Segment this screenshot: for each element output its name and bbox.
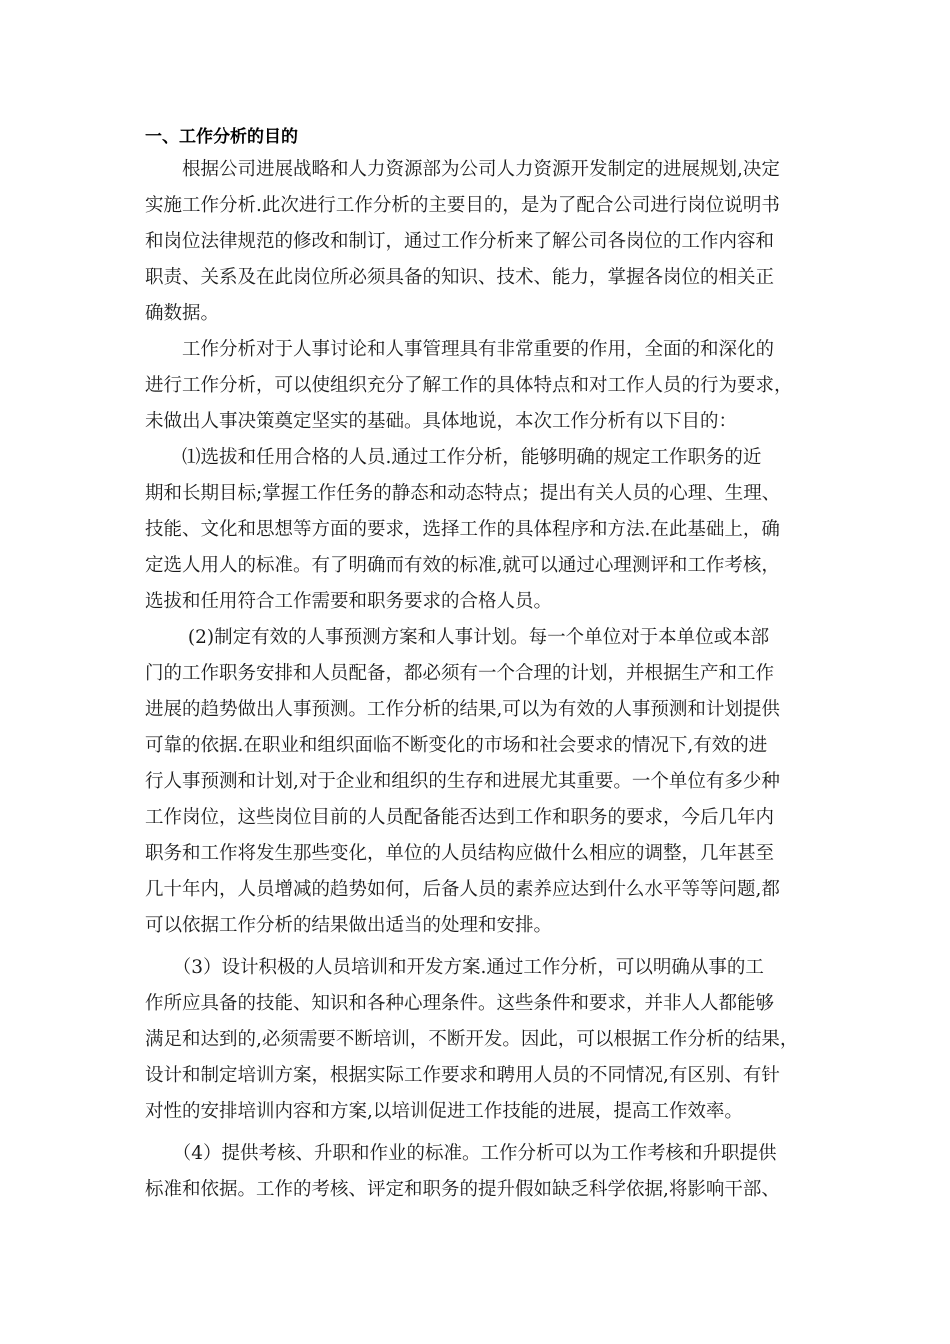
paragraph-line: 作所应具备的技能、知识和各种心理条件。这些条件和要求，并非人人都能够 (145, 993, 775, 1014)
paragraph-line: 门的工作职务安排和人员配备，都必须有一个合理的计划，并根据生产和工作 (145, 663, 775, 684)
paragraph-line: 职务和工作将发生那些变化，单位的人员结构应做什么相应的调整，几年甚至 (145, 843, 775, 864)
paragraph-line: 工作分析对于人事讨论和人事管理具有非常重要的作用，全面的和深化的 (145, 339, 775, 360)
paragraph-line: 几十年内，人员增减的趋势如何，后备人员的素养应达到什么水平等等问题,都 (145, 879, 780, 900)
paragraph-line: 职责、关系及在此岗位所必须具备的知识、技术、能力，掌握各岗位的相关正 (145, 267, 775, 288)
paragraph-line: (2)制定有效的人事预测方案和人事计划。每一个单位对于本单位或本部 (145, 627, 770, 648)
paragraph-line: 可靠的依据.在职业和组织面临不断变化的市场和社会要求的情况下,有效的进 (145, 735, 768, 756)
paragraph-line: 进展的趋势做出人事预测。工作分析的结果,可以为有效的人事预测和计划提供 (145, 699, 780, 720)
paragraph-line: （3）设计积极的人员培训和开发方案.通过工作分析，可以明确从事的工 (145, 957, 764, 978)
paragraph-line: 定选人用人的标准。有了明确而有效的标准,就可以通过心理测评和工作考核， (145, 555, 780, 576)
paragraph-line: 工作岗位，这些岗位目前的人员配备能否达到工作和职务的要求，今后几年内 (145, 807, 775, 828)
paragraph-line: 期和长期目标;掌握工作任务的静态和动态特点；提出有关人员的心理、生理、 (145, 483, 781, 504)
paragraph-line: 确数据。 (145, 303, 220, 324)
paragraph-line: （4）提供考核、升职和作业的标准。工作分析可以为工作考核和升职提供 (145, 1143, 777, 1164)
paragraph-line: 可以依据工作分析的结果做出适当的处理和安排。 (145, 915, 553, 936)
paragraph-line: ⑴选拔和任用合格的人员.通过工作分析，能够明确的规定工作职务的近 (145, 447, 762, 468)
paragraph-line: 未做出人事决策奠定坚实的基础。具体地说，本次工作分析有以下目的： (145, 411, 738, 432)
paragraph-line: 和岗位法律规范的修改和制订，通过工作分析来了解公司各岗位的工作内容和 (145, 231, 775, 252)
paragraph-line: 技能、文化和思想等方面的要求，选择工作的具体程序和方法.在此基础上，确 (145, 519, 780, 540)
paragraph-line: 行人事预测和计划,对于企业和组织的生存和进展尤其重要。一个单位有多少种 (145, 771, 780, 792)
paragraph-line: 选拔和任用符合工作需要和职务要求的合格人员。 (145, 591, 553, 612)
paragraph-line: 设计和制定培训方案，根据实际工作要求和聘用人员的不同情况,有区别、有针 (145, 1065, 780, 1086)
paragraph-line: 标准和依据。工作的考核、评定和职务的提升假如缺乏科学依据,将影响干部、 (145, 1179, 780, 1200)
paragraph-line: 实施工作分析.此次进行工作分析的主要目的，是为了配合公司进行岗位说明书 (145, 195, 780, 216)
section-heading: 一、工作分析的目的 (145, 127, 298, 147)
paragraph-line: 进行工作分析，可以使组织充分了解工作的具体特点和对工作人员的行为要求， (145, 375, 793, 396)
paragraph-line: 根据公司进展战略和人力资源部为公司人力资源开发制定的进展规划,决定 (145, 159, 780, 180)
paragraph-line: 对性的安排培训内容和方案,以培训促进工作技能的进展，提高工作效率。 (145, 1101, 743, 1122)
paragraph-line: 满足和达到的,必须需要不断培训，不断开发。因此，可以根据工作分析的结果， (145, 1029, 799, 1050)
